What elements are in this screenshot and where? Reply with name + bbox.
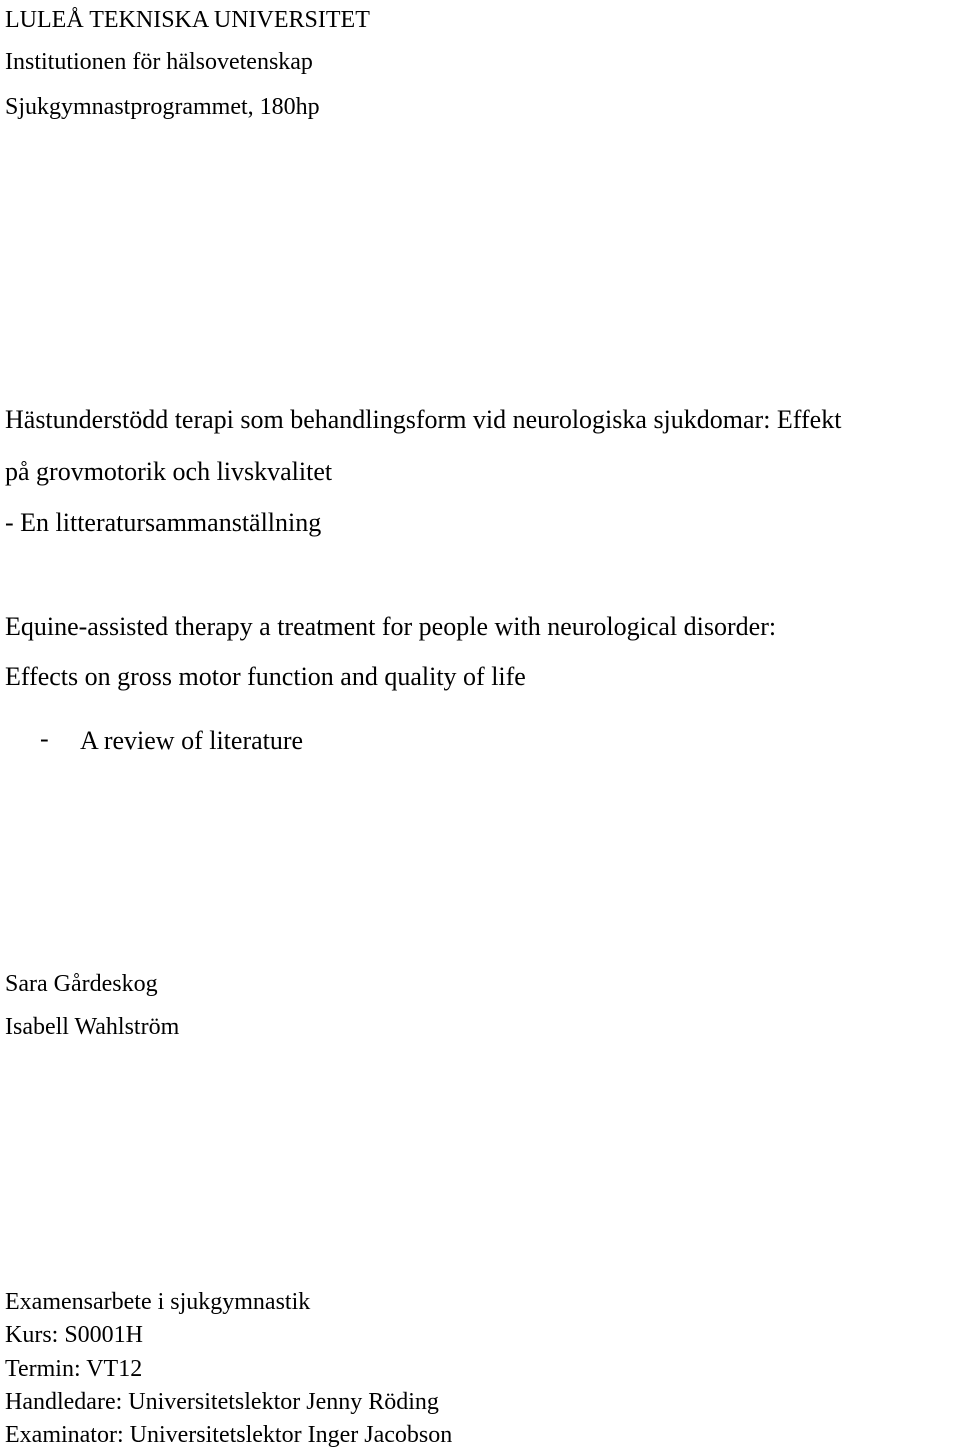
english-subtitle-dash: - <box>40 724 49 753</box>
supervisor: Handledare: Universitetslektor Jenny Röding <box>5 1389 439 1415</box>
course-code: Kurs: S0001H <box>5 1322 144 1348</box>
english-title-line-1: Equine-assisted therapy a treatment for people with neurological disorder: <box>5 612 777 641</box>
institution-name: Institutionen för hälsovetenskap <box>5 49 313 75</box>
university-name: LULEÅ TEKNISKA UNIVERSITET <box>5 7 370 33</box>
author-2: Isabell Wahlström <box>5 1014 180 1040</box>
english-subtitle: A review of literature <box>80 726 304 755</box>
program-name: Sjukgymnastprogrammet, 180hp <box>5 94 320 120</box>
swedish-title-line-1: Hästunderstödd terapi som behandlingsform vid neurologiska sjukdomar: Effekt <box>5 405 842 434</box>
swedish-subtitle: - En litteratursammanställning <box>5 508 322 537</box>
author-1: Sara Gårdeskog <box>5 971 158 997</box>
examiner: Examinator: Universitetslektor Inger Jacobson <box>5 1422 453 1448</box>
english-title-line-2: Effects on gross motor function and quality of life <box>5 662 526 691</box>
thesis-type: Examensarbete i sjukgymnastik <box>5 1289 311 1315</box>
swedish-title-line-2: på grovmotorik och livskvalitet <box>5 457 333 486</box>
term: Termin: VT12 <box>5 1356 143 1382</box>
